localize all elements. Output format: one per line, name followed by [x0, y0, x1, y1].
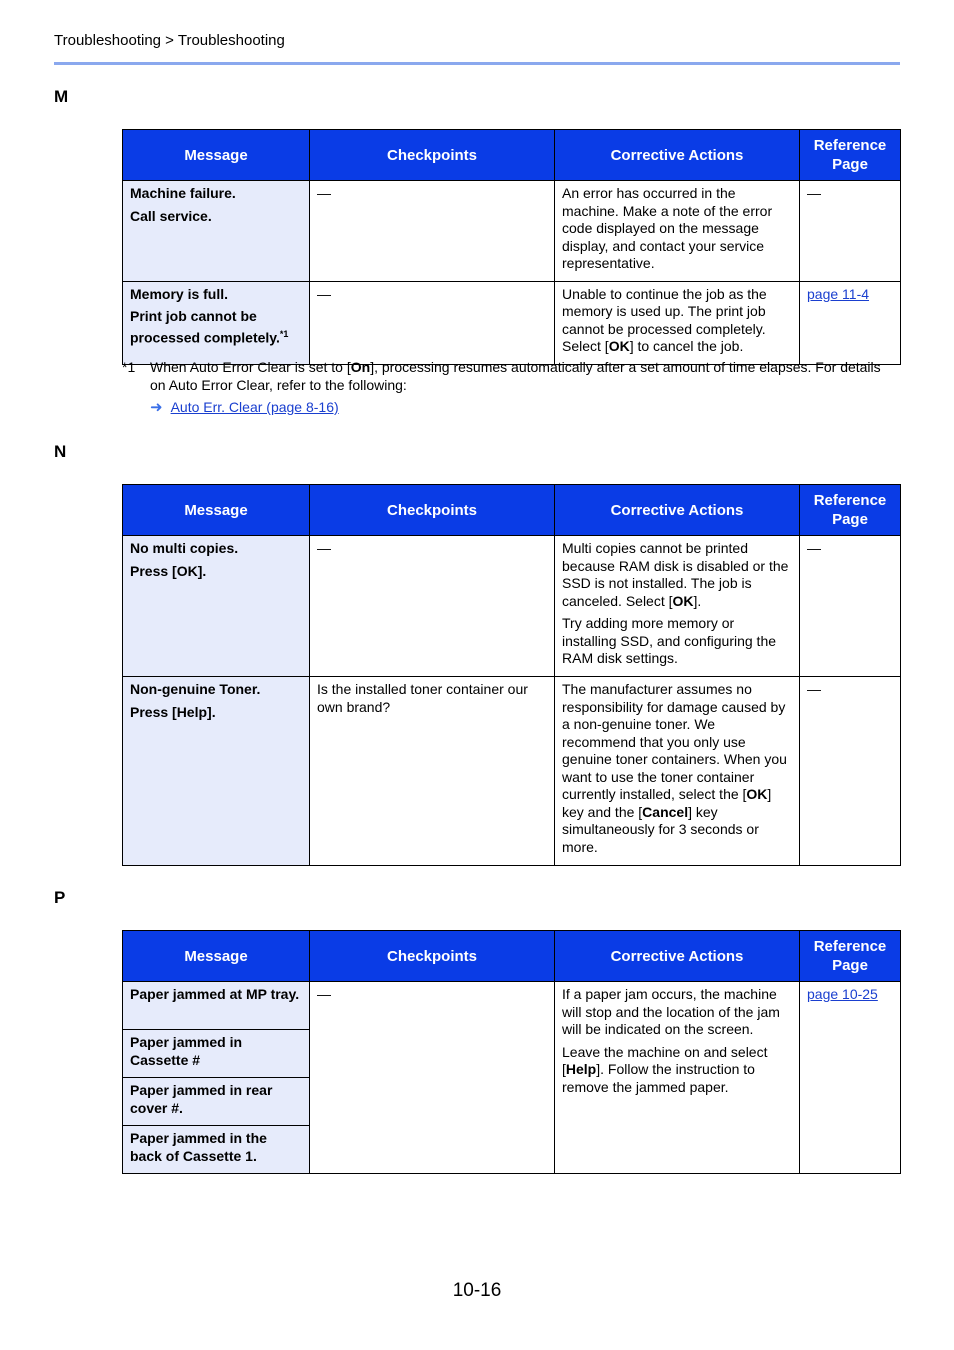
action-cell: If a paper jam occurs, the machine will stop and the location of the jam will be indicated on the screen. Leave the machine on and select [Help]. Follow the instruction to remove the jammed paper. — [555, 982, 800, 1174]
table-header-row — [123, 485, 901, 536]
reference-link[interactable]: page 11-4 — [807, 285, 870, 302]
column-header-message: Message — [123, 485, 310, 536]
message-cell: Paper jammed at MP tray. — [123, 982, 310, 1030]
section-letter-n: N — [54, 442, 67, 461]
checkpoint-cell: — — [310, 536, 555, 677]
reference-cell: — — [800, 677, 901, 866]
column-header-checkpoints: Checkpoints — [310, 931, 555, 982]
action-cell: Multi copies cannot be printed because RAM disk is disabled or the SSD is not installed. The job is canceled. Select [OK]. Try adding more memory or installing SSD, and configuring the RAM disk settings. — [555, 536, 800, 677]
action-cell: The manufacturer assumes no responsibility for damage caused by a non-genuine toner. We recommend that you only use genuine toner containers. When you want to use the toner container currently installed, select the [OK] key and the [Cancel] key simultaneously for 3 seconds or more. — [555, 677, 800, 866]
checkpoint-cell: — — [310, 982, 555, 1174]
column-header-reference: Reference Page — [800, 130, 901, 181]
message-cell: Paper jammed in rear cover #. — [123, 1078, 310, 1126]
column-header-checkpoints: Checkpoints — [310, 485, 555, 536]
message-cell: Non-genuine Toner. Press [Help]. — [123, 677, 310, 866]
footnote-text: When Auto Error Clear is set to [On], processing resumes automatically after a set amount of time elapses. For details on Auto Error Clear, refer to the following: — [150, 359, 881, 393]
checkpoint-cell: — — [310, 281, 555, 364]
checkpoint-cell: Is the installed toner container our own brand? — [310, 677, 555, 866]
message-cell: Paper jammed in Cassette # — [123, 1030, 310, 1078]
footnote-mark: *1 — [122, 359, 136, 375]
reference-cell: — — [800, 536, 901, 677]
message-cell: Memory is full. Print job cannot be processed completely.$^{*1}$ — [123, 281, 310, 364]
table-row — [123, 677, 901, 866]
section-letter-m: M — [54, 87, 69, 106]
action-cell: Unable to continue the job as the memory is used up. The print job cannot be processed completely. Select [OK] to cancel the job. — [555, 281, 800, 364]
column-header-message: Message — [123, 130, 310, 181]
table-header-row — [123, 130, 901, 181]
table-header-row — [123, 931, 901, 982]
column-header-actions: Corrective Actions — [555, 130, 800, 181]
column-header-checkpoints: Checkpoints — [310, 130, 555, 181]
message-cell: No multi copies. Press [OK]. — [123, 536, 310, 677]
table-p — [122, 930, 901, 1174]
breadcrumb: Troubleshooting > Troubleshooting — [54, 32, 285, 49]
column-header-actions: Corrective Actions — [555, 485, 800, 536]
column-header-actions: Corrective Actions — [555, 931, 800, 982]
table-row — [123, 281, 901, 364]
column-header-reference: Reference Page — [800, 485, 901, 536]
table-n — [122, 484, 901, 866]
reference-link[interactable]: page 10-25 — [807, 986, 878, 1002]
arrow-right-icon: ➜ — [150, 399, 163, 416]
table-row — [123, 536, 901, 677]
reference-cell — [800, 982, 901, 1174]
table-row — [123, 982, 901, 1030]
reference-cell: — — [800, 181, 901, 282]
message-cell: Paper jammed in the back of Cassette 1. — [123, 1126, 310, 1174]
table-m — [122, 129, 901, 365]
checkpoint-cell: — — [310, 181, 555, 282]
column-header-reference: Reference Page — [800, 931, 901, 982]
section-letter-p: P — [54, 888, 66, 907]
footnote-link[interactable]: Auto Err. Clear (page 8-16) — [170, 399, 339, 415]
action-cell: An error has occurred in the machine. Make a note of the error code displayed on the message display, and contact your service representative. — [555, 181, 800, 282]
header-rule — [54, 62, 900, 65]
message-cell: Machine failure. Call service. — [123, 181, 310, 282]
column-header-message: Message — [123, 931, 310, 982]
reference-cell — [800, 281, 901, 364]
table-row — [123, 181, 901, 282]
page-number: 10-16 — [452, 1280, 502, 1301]
footnote-link-row[interactable] — [150, 398, 339, 416]
